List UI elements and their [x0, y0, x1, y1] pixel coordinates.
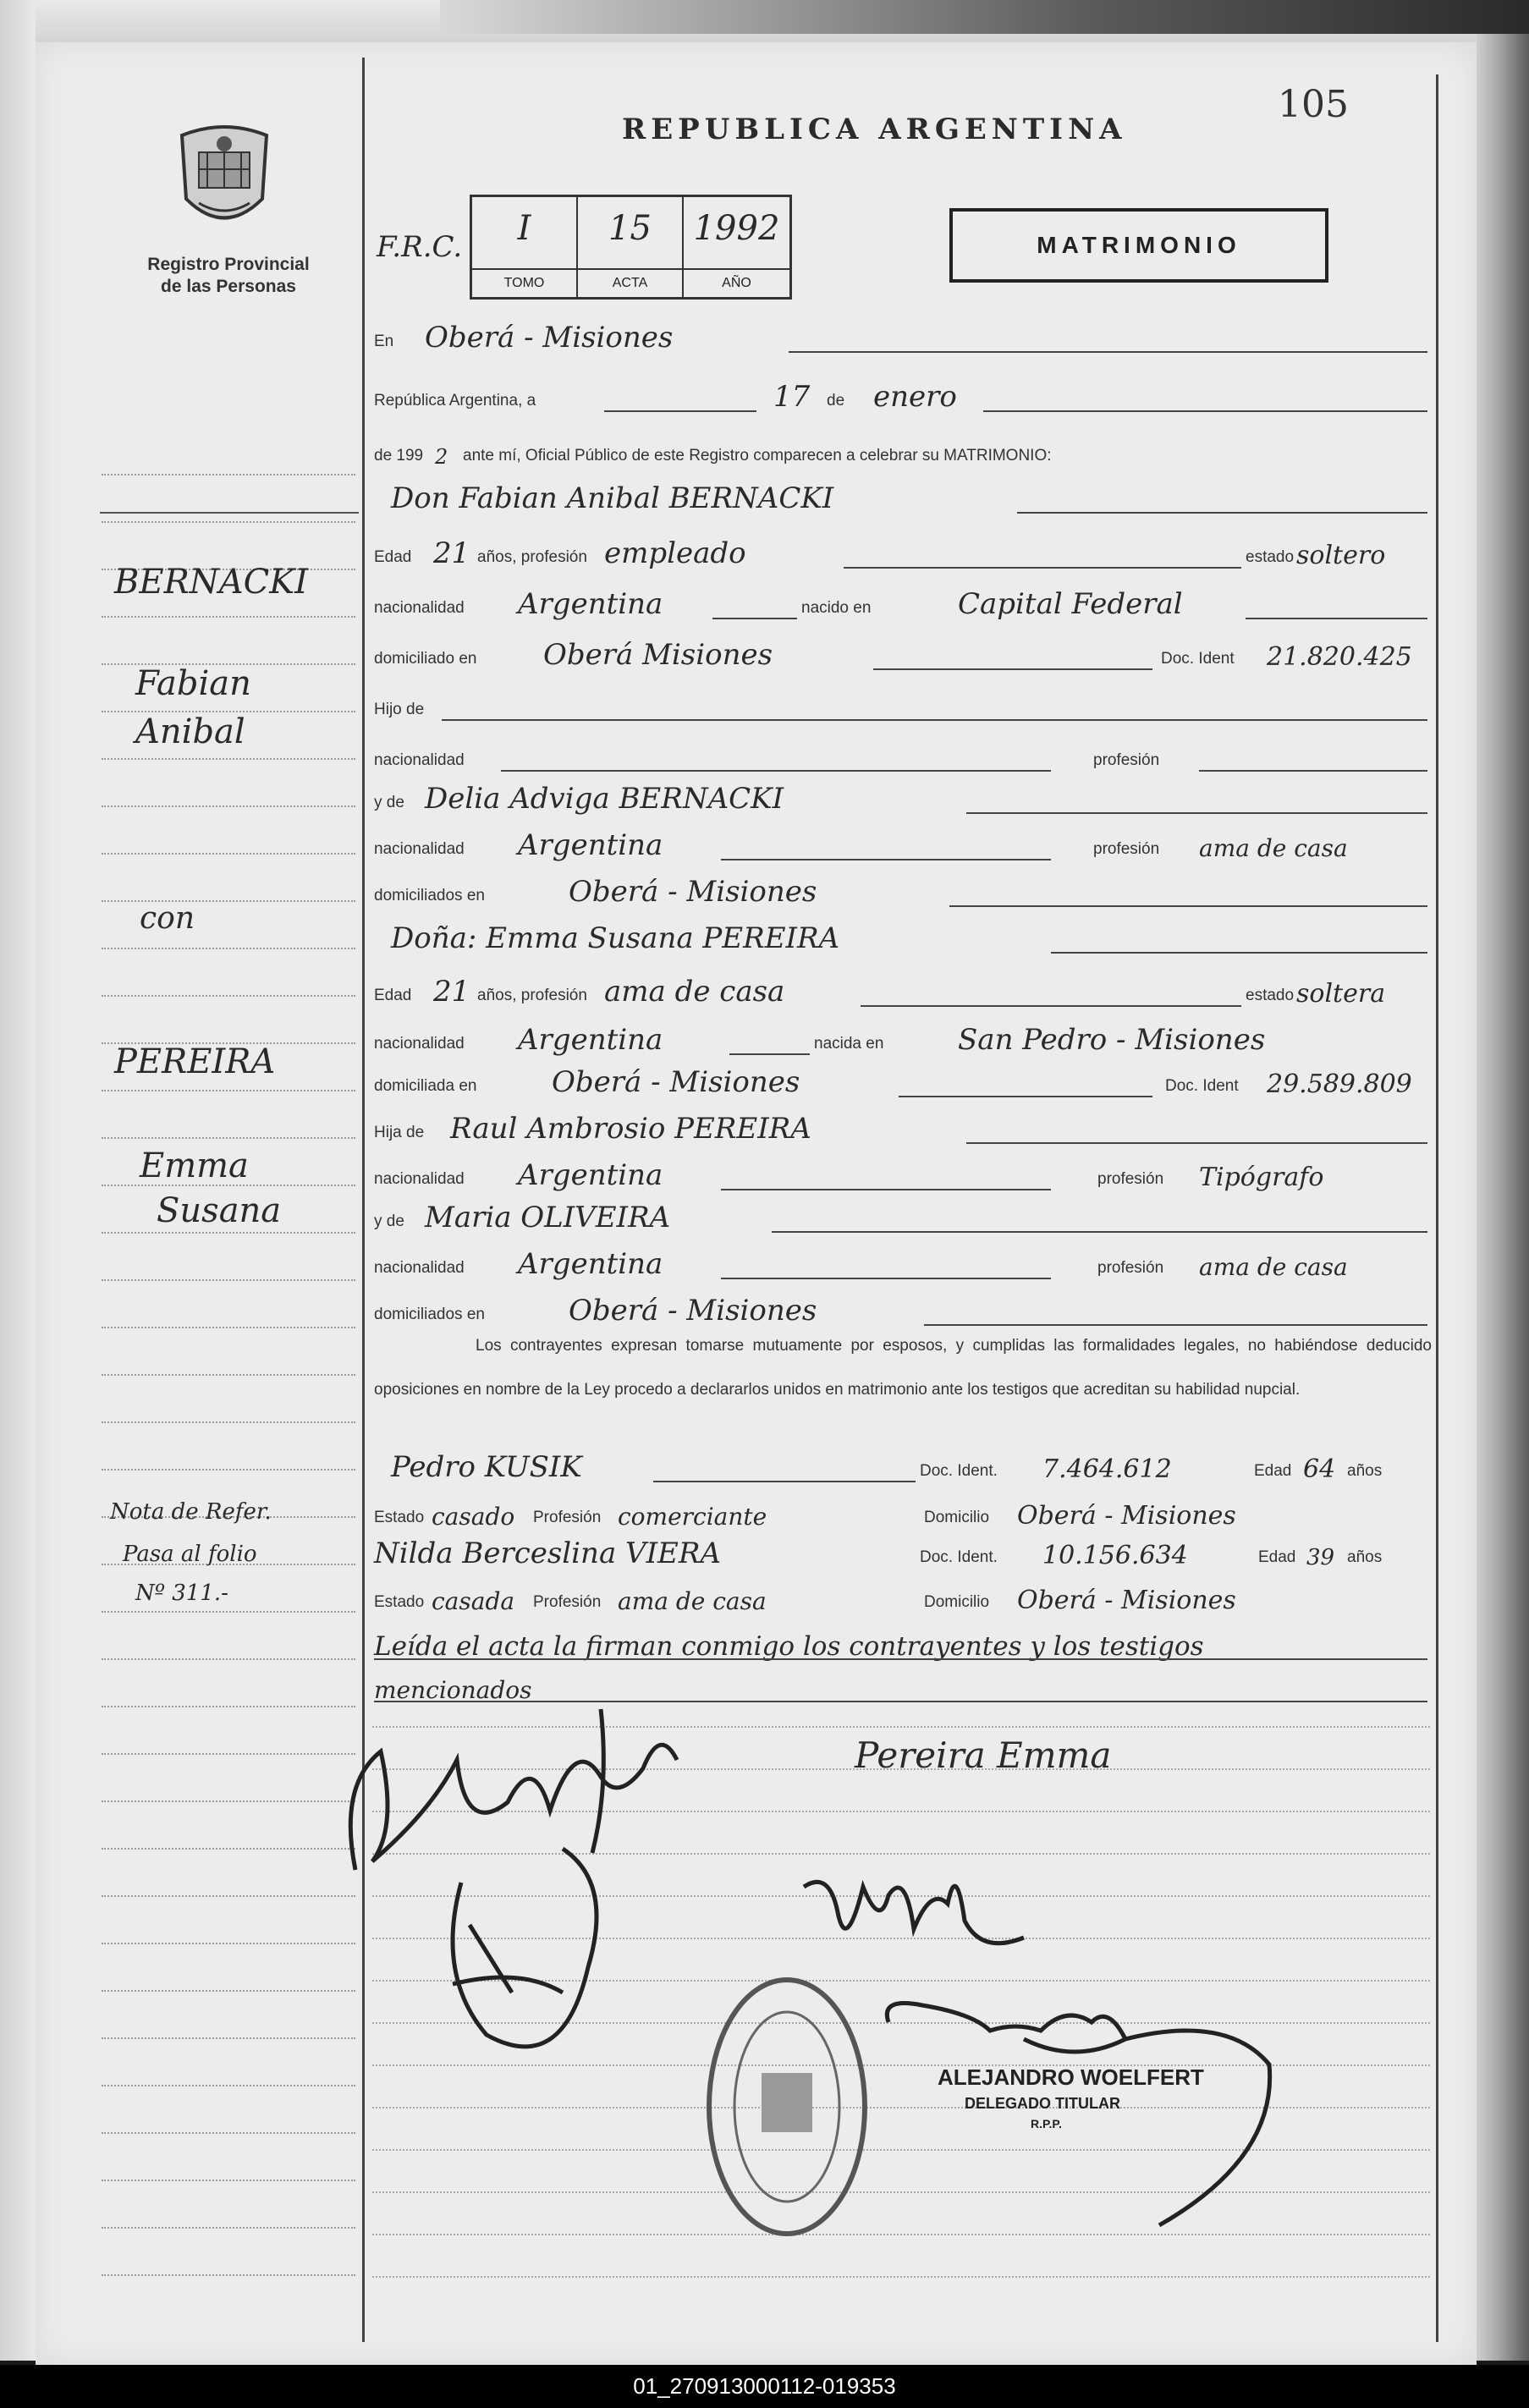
country-title: REPUBLICA ARGENTINA	[622, 113, 1127, 146]
margin-rule	[102, 616, 355, 618]
day-value: 17	[773, 380, 811, 414]
witness-1-status: casado	[432, 1503, 515, 1531]
statement-line	[374, 432, 1432, 472]
margin-rule	[102, 853, 355, 855]
tomo-value: I	[517, 209, 531, 248]
officer-sub: R.P.P.	[1031, 2117, 1062, 2130]
groom-age: 21	[433, 536, 470, 570]
bride-mother-nat-rule	[721, 1278, 1051, 1279]
margin-rule	[102, 2227, 355, 2229]
date-line	[374, 377, 1432, 417]
place-rule	[789, 351, 1427, 353]
bride-nacida-label: nacida en	[814, 1035, 884, 1053]
margin-note-line-1: Nota de Refer.	[110, 1499, 272, 1525]
bride-mother-nationality: Argentina	[518, 1247, 663, 1281]
margin-rule	[102, 1801, 355, 1802]
margin-rule	[102, 2180, 355, 2181]
bride-father: Raul Ambrosio PEREIRA	[450, 1112, 811, 1146]
witness-1-doc: 7.464.612	[1042, 1454, 1172, 1484]
de-label: de	[827, 392, 845, 410]
groom-mother-nat-rule	[721, 859, 1051, 860]
bride-age-rule	[861, 1005, 1241, 1007]
closing-rule-1	[374, 1658, 1427, 1660]
page-number: 105	[1278, 83, 1349, 126]
margin-note-line-2: Pasa al folio	[123, 1542, 257, 1567]
margin-rule	[102, 805, 355, 807]
official-seal-stamp	[702, 1971, 872, 2242]
witness-2-anios-label: años	[1347, 1548, 1383, 1566]
groom-doc: 21.820.425	[1267, 642, 1412, 672]
bride-age: 21	[433, 975, 470, 1009]
witness-1-rule	[653, 1481, 916, 1482]
bride-nationality-line	[374, 1020, 1432, 1060]
groom-parents-dom-line	[374, 871, 1432, 912]
bride-domicile: Oberá - Misiones	[552, 1065, 800, 1099]
groom-birthplace: Capital Federal	[958, 587, 1183, 621]
margin-rule	[102, 521, 355, 523]
registry-line-1: Registro Provincial	[147, 255, 310, 274]
groom-father-nat-rule	[501, 770, 1051, 772]
frc-label: F.R.C.	[377, 230, 463, 264]
groom-domicile-line	[374, 635, 1432, 675]
witness-2-line	[374, 1533, 1432, 1574]
groom-mother-nationality: Argentina	[518, 828, 663, 862]
groom-parents-dom-label: domiciliados en	[374, 887, 485, 904]
groom-name-line	[374, 478, 1432, 519]
witness-1-domicile: Oberá - Misiones	[1017, 1501, 1236, 1531]
tomo-cell	[472, 197, 578, 297]
anio-caption: AÑO	[684, 268, 789, 297]
bride-mother-nat-line	[374, 1244, 1432, 1284]
bride-mother-rule	[772, 1231, 1427, 1233]
witness-1-anios-label: años	[1347, 1462, 1383, 1480]
margin-rule	[102, 2132, 355, 2134]
declaration-paragraph: Los contrayentes expresan tomarse mutuamente por esposos, y cumplidas las formalidades legales, no habiéndose deducido oposiciones en nombre de la Ley procedo a declararlos unidos en matrimonio ante los testigos que acreditan su habilidad nupcial.	[374, 1337, 1432, 1399]
registry-name	[127, 254, 330, 298]
bride-father-nat-line	[374, 1155, 1432, 1196]
groom-profession: empleado	[604, 536, 746, 570]
margin-rule	[102, 1327, 355, 1328]
witness-2-doc-label: Doc. Ident.	[920, 1548, 998, 1566]
groom-name-rule	[1017, 512, 1427, 514]
republica-label: República Argentina, a	[374, 392, 536, 410]
bride-mother-nac-label: nacionalidad	[374, 1259, 465, 1277]
groom-mother-nat-line	[374, 825, 1432, 866]
year-prefix: de 199	[374, 447, 424, 465]
place-line	[374, 317, 1432, 358]
officer-name: ALEJANDRO WOELFERT	[938, 2064, 1204, 2090]
groom-mother-line	[374, 778, 1432, 819]
witness-1-domicilio-label: Domicilio	[924, 1509, 990, 1526]
margin-rule	[102, 1658, 355, 1660]
witness-1-detail-line	[374, 1493, 1432, 1534]
groom-mother-rule	[966, 812, 1427, 814]
groom-parents-dom-rule	[949, 905, 1427, 907]
bride-father-prof-label: profesión	[1097, 1170, 1164, 1188]
margin-divider	[362, 58, 365, 2342]
bride-age-line	[374, 971, 1432, 1012]
groom-profesion-label: años, profesión	[477, 548, 587, 566]
bride-name-line	[374, 918, 1432, 959]
margin-rule	[102, 758, 355, 760]
witness-1-profession: comerciante	[618, 1503, 767, 1531]
margin-rule	[102, 1990, 355, 1992]
bride-nationality: Argentina	[518, 1023, 663, 1057]
margin-rule	[102, 2085, 355, 2086]
witness-2-profession: ama de casa	[618, 1587, 767, 1615]
closing-text-2: mencionados	[374, 1676, 532, 1704]
bride-mother-profession: ama de casa	[1199, 1253, 1348, 1281]
groom-nationality: Argentina	[518, 587, 663, 621]
bride-birthplace: San Pedro - Misiones	[958, 1023, 1266, 1057]
margin-groom-first: Fabian	[135, 664, 251, 703]
groom-domicilio-label: domiciliado en	[374, 650, 477, 668]
groom-nat-rule	[712, 618, 797, 619]
margin-rule	[102, 1895, 355, 1897]
margin-bride-second: Susana	[157, 1191, 282, 1230]
margin-rule	[102, 948, 355, 949]
groom-nationality-line	[374, 584, 1432, 624]
margin-rule	[102, 1374, 355, 1376]
bride-father-profession: Tipógrafo	[1199, 1163, 1324, 1192]
witness-2-age: 39	[1306, 1545, 1335, 1570]
witness-2-domicile: Oberá - Misiones	[1017, 1586, 1236, 1615]
officer-title: DELEGADO TITULAR	[965, 2095, 1120, 2112]
groom-mother-label: y de	[374, 794, 404, 811]
margin-rule	[102, 1611, 355, 1613]
margin-rule	[102, 1848, 355, 1850]
registry-line-2: de las Personas	[161, 277, 296, 296]
right-border	[1436, 74, 1438, 2342]
statement-text: ante mí, Oficial Público de este Registro comparecen a celebrar su MATRIMONIO:	[463, 447, 1052, 465]
margin-rule	[102, 1232, 355, 1234]
bride-parents-dom-label: domiciliados en	[374, 1306, 485, 1323]
place-value: Oberá - Misiones	[425, 321, 674, 355]
acta-caption: ACTA	[578, 268, 682, 297]
margin-bride-first: Emma	[140, 1146, 249, 1185]
groom-dom-rule	[873, 668, 1152, 670]
bride-profesion-label: años, profesión	[477, 987, 587, 1004]
margin-rule	[102, 2274, 355, 2276]
groom-father-prof-label: profesión	[1093, 751, 1160, 769]
witness-1-profesion-label: Profesión	[533, 1509, 602, 1526]
page-rule	[372, 2276, 1430, 2278]
margin-header-separator	[100, 512, 359, 514]
bride-mother-label: y de	[374, 1212, 404, 1230]
witness-2-name: Nilda Berceslina VIERA	[374, 1537, 721, 1570]
groom-hijo-label: Hijo de	[374, 701, 425, 718]
groom-father-rule	[442, 719, 1427, 721]
acta-value: 15	[608, 209, 652, 248]
groom-father-nac-label: nacionalidad	[374, 751, 465, 769]
groom-mother-nac-label: nacionalidad	[374, 840, 465, 858]
groom-father-nat-line	[374, 736, 1432, 777]
witness-2-detail-line	[374, 1578, 1432, 1619]
bride-father-line	[374, 1108, 1432, 1149]
bride-mother-line	[374, 1197, 1432, 1238]
margin-rule	[102, 1279, 355, 1281]
bride-edad-label: Edad	[374, 987, 412, 1004]
groom-status: soltero	[1296, 541, 1386, 570]
margin-connector: con	[140, 901, 195, 936]
groom-father-line	[374, 685, 1432, 726]
groom-mother-profession: ama de casa	[1199, 834, 1348, 862]
witness-2-status: casada	[432, 1587, 515, 1615]
closing-line-1	[374, 1625, 1432, 1665]
witness-2-domicilio-label: Domicilio	[924, 1593, 990, 1611]
groom-nacionalidad-label: nacionalidad	[374, 599, 465, 617]
frc-reference-table	[470, 195, 792, 300]
book-right-edge	[1477, 34, 1529, 2361]
witness-2-profesion-label: Profesión	[533, 1593, 602, 1611]
bride-nacionalidad-label: nacionalidad	[374, 1035, 465, 1053]
officer-signature	[872, 1988, 1295, 2246]
anio-value: 1992	[693, 209, 780, 248]
witness-1-age: 64	[1303, 1454, 1336, 1484]
bride-estado-label: estado	[1246, 987, 1295, 1004]
image-id-footer: 01_270913000112-019353	[0, 2365, 1529, 2408]
closing-text-1: Leída el acta la firman conmigo los contrayentes y los testigos	[374, 1631, 1204, 1662]
en-label: En	[374, 333, 394, 350]
act-type-box: MATRIMONIO	[949, 208, 1328, 283]
margin-rule	[102, 1469, 355, 1471]
groom-birth-rule	[1246, 618, 1427, 619]
witness-2-edad-label: Edad	[1258, 1548, 1296, 1566]
groom-parents-domicile: Oberá - Misiones	[569, 875, 817, 909]
bride-hija-label: Hija de	[374, 1124, 425, 1141]
margin-rule	[102, 2037, 355, 2039]
witness-1-doc-label: Doc. Ident.	[920, 1462, 998, 1480]
bride-domicilio-label: domiciliada en	[374, 1077, 477, 1095]
margin-bride-surname: PEREIRA	[114, 1042, 276, 1081]
month-value: enero	[873, 380, 957, 414]
witness-1-name: Pedro KUSIK	[391, 1450, 582, 1484]
witness-2-doc: 10.156.634	[1042, 1541, 1188, 1570]
bride-dom-rule	[899, 1096, 1152, 1097]
groom-name: Don Fabian Anibal BERNACKI	[391, 481, 834, 515]
margin-groom-second: Anibal	[135, 712, 245, 751]
groom-edad-label: Edad	[374, 548, 412, 566]
margin-groom-surname: BERNACKI	[114, 563, 308, 602]
bride-signature: Pereira Emma	[855, 1735, 1112, 1776]
margin-rule	[102, 1137, 355, 1139]
witness-1-line	[374, 1447, 1432, 1487]
groom-estado-label: estado	[1246, 548, 1295, 566]
groom-father-prof-rule	[1199, 770, 1427, 772]
groom-mother-prof-label: profesión	[1093, 840, 1160, 858]
groom-doc-label: Doc. Ident	[1161, 650, 1235, 668]
witness-signature-loop	[419, 1832, 639, 2064]
bride-father-nat-rule	[721, 1189, 1051, 1190]
book-left-edge	[0, 0, 36, 2361]
margin-rule	[102, 1753, 355, 1755]
anio-cell	[684, 197, 789, 297]
book-top-shadow	[440, 0, 1529, 34]
margin-rule	[102, 995, 355, 997]
margin-rule	[102, 1943, 355, 1944]
acta-cell	[578, 197, 684, 297]
registry-crest-logo	[173, 118, 275, 237]
bride-doc: 29.589.809	[1267, 1069, 1412, 1099]
groom-age-line	[374, 533, 1432, 574]
groom-age-rule	[844, 567, 1241, 569]
date-rule-1	[604, 410, 756, 412]
witness-2-estado-label: Estado	[374, 1593, 425, 1611]
margin-rule	[102, 474, 355, 476]
bride-father-nationality: Argentina	[518, 1158, 663, 1192]
tomo-caption: TOMO	[472, 268, 576, 297]
bride-name: Doña: Emma Susana PEREIRA	[391, 921, 840, 955]
bride-mother-prof-label: profesión	[1097, 1259, 1164, 1277]
bride-name-rule	[1051, 952, 1427, 954]
bride-parents-domicile: Oberá - Misiones	[569, 1294, 817, 1328]
bride-father-nac-label: nacionalidad	[374, 1170, 465, 1188]
witness-signature-2	[795, 1853, 1032, 1984]
bride-domicile-line	[374, 1062, 1432, 1102]
witness-1-edad-label: Edad	[1254, 1462, 1292, 1480]
bride-mother: Maria OLIVEIRA	[425, 1201, 671, 1234]
margin-rule	[102, 1090, 355, 1091]
bride-nat-rule	[729, 1053, 810, 1055]
groom-nacido-label: nacido en	[801, 599, 872, 617]
groom-mother: Delia Adviga BERNACKI	[425, 782, 784, 816]
date-rule-2	[983, 410, 1427, 412]
bride-status: soltera	[1296, 979, 1386, 1009]
bride-father-rule	[966, 1142, 1427, 1144]
witness-1-estado-label: Estado	[374, 1509, 425, 1526]
bride-doc-label: Doc. Ident	[1165, 1077, 1239, 1095]
groom-domicile: Oberá Misiones	[543, 638, 773, 672]
year-digit: 2	[435, 445, 448, 469]
margin-rule	[102, 1706, 355, 1707]
bride-profession: ama de casa	[604, 975, 785, 1009]
margin-note-line-3: Nº 311.-	[135, 1581, 228, 1606]
margin-rule	[102, 1421, 355, 1423]
